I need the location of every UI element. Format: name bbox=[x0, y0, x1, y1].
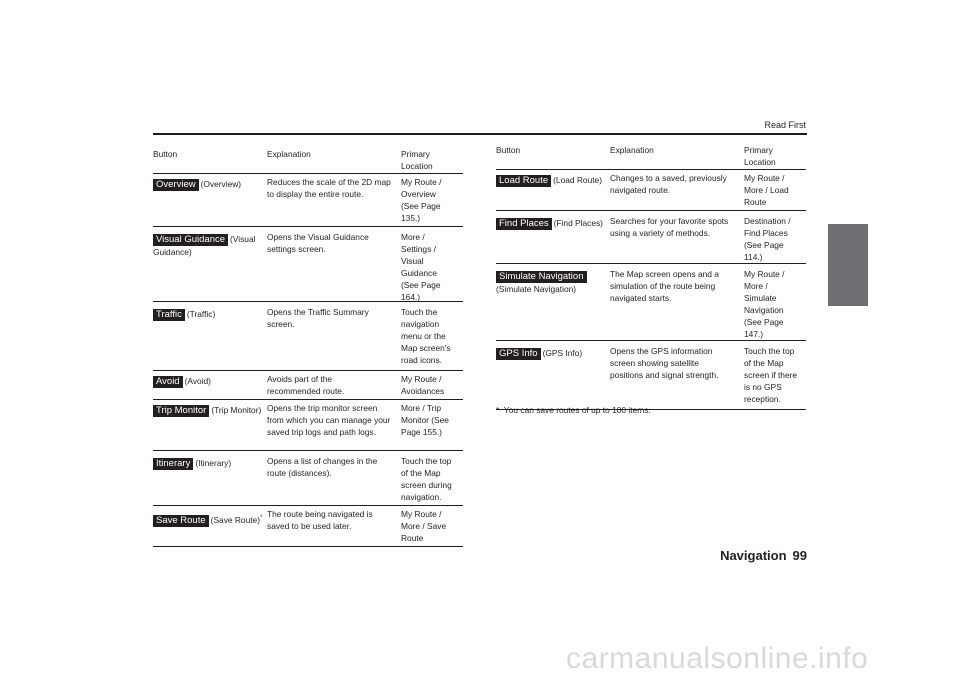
page-footer bbox=[714, 548, 807, 563]
button-caption: (Overview) bbox=[200, 179, 242, 189]
page-title: Navigation bbox=[720, 548, 787, 563]
watermark: carmanualsonline.info bbox=[566, 642, 869, 675]
left-button-table bbox=[153, 148, 463, 547]
explanation-cell: Opens a list of changes in the route (distances). bbox=[267, 456, 378, 478]
header-rule bbox=[153, 133, 807, 135]
button-cell bbox=[153, 233, 263, 258]
overview-button[interactable]: Overview bbox=[153, 179, 199, 191]
button-caption: (Simulate Navigation) bbox=[496, 284, 577, 294]
header-explanation: Explanation bbox=[267, 149, 311, 159]
explanation-cell: Opens the Visual Guidance settings screen. bbox=[267, 232, 369, 254]
location-cell: My Route / More / Save Route bbox=[401, 509, 447, 543]
button-cell bbox=[153, 178, 263, 191]
location-cell: Touch the top of the Map screen during navigation. bbox=[401, 456, 452, 502]
table-row bbox=[153, 302, 463, 371]
header-location: Primary Location bbox=[401, 149, 433, 171]
button-cell bbox=[153, 375, 263, 388]
save-route-button[interactable]: Save Route bbox=[153, 515, 209, 527]
button-caption: (Avoid) bbox=[184, 376, 211, 386]
traffic-button[interactable]: Traffic bbox=[153, 309, 185, 321]
location-cell: My Route / Overview (See Page 135.) bbox=[401, 177, 442, 223]
table-row bbox=[496, 211, 806, 264]
trip-monitor-button[interactable]: Trip Monitor bbox=[153, 405, 209, 417]
footnote-mark: * bbox=[260, 515, 263, 521]
table-header bbox=[496, 144, 806, 170]
header-button: Button bbox=[153, 149, 178, 159]
explanation-cell: The route being navigated is saved to be used later. bbox=[267, 509, 373, 531]
button-caption: (Load Route) bbox=[553, 175, 603, 185]
table-row bbox=[496, 170, 806, 211]
button-caption: (Save Route) bbox=[210, 514, 260, 525]
location-cell: Destination / Find Places (See Page 114.) bbox=[744, 216, 791, 262]
avoid-button[interactable]: Avoid bbox=[153, 376, 183, 388]
button-caption: (Itinerary) bbox=[195, 458, 232, 468]
explanation-cell: The Map screen opens and a simulation of the route being navigated starts. bbox=[610, 269, 719, 303]
page-number: 99 bbox=[792, 548, 807, 563]
table-row bbox=[496, 341, 806, 410]
header-location: Primary Location bbox=[744, 145, 776, 167]
table-header bbox=[153, 148, 463, 174]
table-row bbox=[153, 371, 463, 400]
explanation-cell: Reduces the scale of the 2D map to display the entire route. bbox=[267, 177, 391, 199]
button-cell bbox=[153, 308, 263, 321]
location-cell: More / Trip Monitor (See Page 155.) bbox=[401, 403, 449, 437]
explanation-cell: Opens the GPS information screen showing satellite positions and signal strength. bbox=[610, 346, 719, 380]
simulate-navigation-button[interactable]: Simulate Navigation bbox=[496, 271, 587, 283]
button-caption: (Trip Monitor) bbox=[211, 405, 262, 415]
table-row bbox=[496, 264, 806, 341]
explanation-cell: Opens the Traffic Summary screen. bbox=[267, 307, 369, 329]
header-explanation: Explanation bbox=[610, 145, 654, 155]
explanation-cell: Avoids part of the recommended route. bbox=[267, 374, 345, 396]
section-tab bbox=[828, 224, 868, 306]
button-cell bbox=[153, 457, 263, 470]
find-places-button[interactable]: Find Places bbox=[496, 218, 552, 230]
table-row bbox=[153, 400, 463, 451]
location-cell: Touch the navigation menu or the Map screen's road icons. bbox=[401, 307, 451, 365]
button-cell bbox=[496, 347, 608, 360]
button-cell bbox=[153, 404, 263, 417]
button-caption: (Visual Guidance) bbox=[153, 234, 256, 257]
table-row bbox=[153, 227, 463, 302]
button-cell bbox=[496, 174, 606, 187]
explanation-cell: Changes to a saved, previously navigated route. bbox=[610, 173, 727, 195]
button-caption: (Find Places) bbox=[553, 218, 603, 228]
footnote bbox=[496, 405, 651, 415]
visual-guidance-button[interactable]: Visual Guidance bbox=[153, 234, 228, 246]
table-row bbox=[153, 451, 463, 506]
section-label: Read First bbox=[764, 120, 806, 130]
table-row bbox=[153, 506, 463, 547]
explanation-cell: Searches for your favorite spots using a variety of methods. bbox=[610, 216, 729, 238]
button-caption: (Traffic) bbox=[186, 309, 216, 319]
explanation-cell: Opens the trip monitor screen from which you can manage your saved trip logs and path logs. bbox=[267, 403, 391, 437]
gps-info-button[interactable]: GPS Info bbox=[496, 348, 541, 360]
location-cell: Touch the top of the Map screen if there is no GPS reception. bbox=[744, 346, 798, 404]
button-caption: (GPS Info) bbox=[542, 348, 583, 358]
footnote-text: You can save routes of up to 100 items. bbox=[503, 405, 651, 415]
location-cell: My Route / Avoidances bbox=[401, 374, 445, 396]
table-row bbox=[153, 174, 463, 227]
button-cell bbox=[496, 217, 608, 230]
footnote-mark: * bbox=[496, 405, 500, 415]
load-route-button[interactable]: Load Route bbox=[496, 175, 551, 187]
location-cell: My Route / More / Simulate Navigation (See Page 147.) bbox=[744, 269, 785, 339]
location-cell: My Route / More / Load Route bbox=[744, 173, 789, 207]
button-cell bbox=[496, 270, 608, 295]
button-cell bbox=[153, 512, 263, 527]
header-button: Button bbox=[496, 145, 521, 155]
itinerary-button[interactable]: Itinerary bbox=[153, 458, 193, 470]
right-button-table bbox=[496, 144, 806, 410]
location-cell: More / Settings / Visual Guidance (See Page 164.) bbox=[401, 232, 441, 302]
